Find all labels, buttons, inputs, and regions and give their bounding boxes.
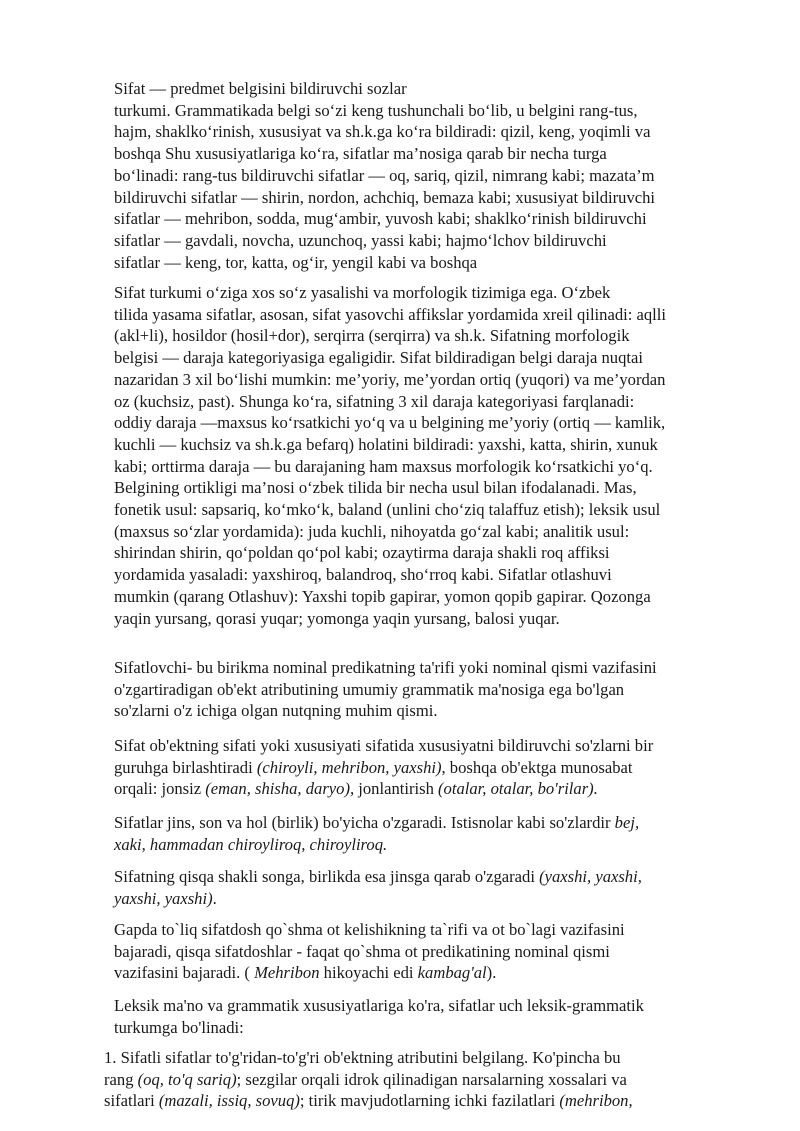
text-line: o'zgartiradigan ob'ekt atributining umumiy grammatik ma'nosiga ega bo'lgan bbox=[114, 679, 625, 699]
text-line: (maxsus so‘zlar yordamida): juda kuchli, nihoyatda go‘zal kabi; analitik usul: bbox=[114, 521, 630, 541]
text-run: orqali: jonsiz bbox=[114, 779, 206, 799]
italic-example: (otalar, otalar, bo'rilar). bbox=[438, 779, 598, 799]
text-line: Sifat ob'ektning sifati yoki xususiyati sifatida xususiyatni bildiruvchi so'zlarni bir bbox=[114, 736, 654, 755]
text-line: sifatlar — mehribon, sodda, mug‘ambir, yuvosh kabi; shaklko‘rinish bildiruvchi bbox=[114, 209, 647, 229]
text-run: ; tirik mavjudotlarning ichki fazilatlari bbox=[299, 1091, 560, 1111]
text-run: . bbox=[212, 888, 217, 908]
text-run: hikoyachi edi bbox=[319, 963, 418, 983]
text-run: guruhga birlashtiradi bbox=[114, 757, 257, 777]
text-line: Leksik ma'no va grammatik xususiyatlariga ko'ra, sifatlar uch leksik-grammatik bbox=[114, 996, 644, 1015]
text-line bbox=[114, 778, 754, 800]
text-line: Sifatlovchi- bu birikma nominal predikatning ta'rifi yoki nominal qismi vazifasini bbox=[114, 658, 657, 677]
text-line: turkumi. Grammatikada belgi so‘zi keng tushunchali bo‘lib, u belgini rang-tus, bbox=[114, 100, 638, 120]
paragraph-sifat-morphology bbox=[114, 282, 754, 629]
text-line: oddiy daraja —maxsus ko‘rsatkichi yo‘q va u belgining me’yoriy (ortiq — kamlik, bbox=[114, 413, 666, 433]
text-line: bo‘linadi: rang-tus bildiruvchi sifatlar — oq, sariq, qizil, nimrang kabi; mazata’m bbox=[114, 165, 655, 185]
text-line: yaqin yursang, qorasi yuqar; yomonga yaqin yursang, balosi yuqar. bbox=[114, 608, 560, 628]
text-line: oz (kuchsiz, past). Shunga ko‘ra, sifatning 3 xil daraja kategoriyasi farqlanadi: bbox=[114, 391, 635, 411]
paragraph-participle bbox=[114, 919, 754, 984]
text-line: fonetik usul: sapsariq, ko‘mko‘k, baland (unlini cho‘ziq talaffuz etish); leksik usul bbox=[114, 500, 661, 520]
italic-example: xaki, hammadan chiroyliroq, chiroyliroq. bbox=[114, 834, 388, 854]
italic-example: (mazali, issiq, sovuq) bbox=[158, 1091, 300, 1111]
text-line bbox=[114, 757, 754, 779]
paragraph-sifat-definition bbox=[114, 78, 754, 273]
text-line: Sifat turkumi o‘ziga xos so‘z yasalishi va morfologik tizimiga ega. O‘zbek bbox=[114, 283, 611, 302]
text-line bbox=[114, 866, 754, 888]
text-run: Sifatlar jins, son va hol (birlik) bo'yicha o'zgaradi. Istisnolar kabi so'zlardir bbox=[114, 813, 615, 832]
list-item-line: 1. Sifatli sifatlar to'g'ridan-to'g'ri ob'ektning atributini belgilang. Ko'pincha bu bbox=[104, 1048, 621, 1067]
text-line: nazaridan 3 xil bo‘lishi mumkin: me’yoriy, me’yordan ortiq (yuqori) va me’yordan bbox=[114, 369, 666, 389]
paragraph-short-form bbox=[114, 866, 754, 909]
text-line: yordamida yasaladi: yaxshiroq, balandroq, sho‘rroq kabi. Sifatlar otlashuvi bbox=[114, 565, 612, 585]
text-run: sifatlari bbox=[104, 1091, 159, 1111]
text-line bbox=[114, 962, 754, 984]
text-run: Sifatning qisqa shakli songa, birlikda esa jinsga qarab o'zgaradi bbox=[114, 867, 540, 886]
text-line: belgisi — daraja kategoriyasiga egaligidir. Sifat bildiradigan belgi daraja nuqtai bbox=[114, 348, 643, 368]
text-run: ; sezgilar orqali idrok qilinadigan narsalarning xossalari va bbox=[236, 1069, 627, 1089]
list-item-line bbox=[104, 1090, 764, 1112]
text-line bbox=[114, 888, 754, 910]
text-line bbox=[114, 834, 754, 856]
text-line: kuchli — kuchsiz va sh.k.ga befarq) holatini bildiradi: yaxshi, katta, shirin, xunuk bbox=[114, 434, 658, 454]
text-run: vazifasini bajaradi. ( bbox=[114, 963, 255, 983]
text-run: jonlantirish bbox=[354, 779, 439, 799]
text-line: kabi; orttirma daraja — bu darajaning ham maxsus morfologik ko‘rsatkichi yo‘q. bbox=[114, 456, 653, 476]
italic-example: kambag'al bbox=[417, 963, 487, 983]
paragraph-lexical-groups bbox=[114, 995, 754, 1038]
text-line: bajaradi, qisqa sifatdoshlar - faqat qo`shma ot predikatining nominal qismi bbox=[114, 941, 610, 961]
paragraph-object-quality bbox=[114, 735, 754, 800]
list-item-line bbox=[104, 1069, 764, 1091]
text-line: boshqa Shu xususiyatlariga ko‘ra, sifatlar ma’nosiga qarab bir necha turga bbox=[114, 144, 607, 164]
text-run: , boshqa ob'ektga munosabat bbox=[441, 757, 633, 777]
italic-example: (eman, shisha, daryo), bbox=[205, 779, 355, 799]
text-line bbox=[114, 812, 754, 834]
italic-example: Mehribon bbox=[254, 963, 320, 983]
italic-example: (mehribon, bbox=[559, 1091, 633, 1111]
text-line: sifatlar — keng, tor, katta, og‘ir, yengil kabi va boshqa bbox=[114, 252, 478, 272]
text-line: hajm, shaklko‘rinish, xususiyat va sh.k.ga ko‘ra bildiradi: qizil, keng, yoqimli va bbox=[114, 122, 651, 142]
italic-example: yaxshi, yaxshi) bbox=[114, 888, 213, 908]
text-line: mumkin (qarang Otlashuv): Yaxshi topib gapirar, yomon qopib gapirar. Qozonga bbox=[114, 586, 651, 606]
text-line: shirindan shirin, qo‘poldan qo‘pol kabi; ozaytirma daraja shakli roq affiksi bbox=[114, 543, 610, 563]
text-line: Sifat — predmet belgisini bildiruvchi sozlar bbox=[114, 79, 407, 98]
numbered-list bbox=[104, 1047, 764, 1112]
text-line: (akl+li), hosildor (hosil+dor), serqirra (serqirra) va sh.k. Sifatning morfologik bbox=[114, 326, 630, 346]
italic-example: (oq, to'q sariq) bbox=[137, 1069, 237, 1089]
text-line: so'zlarni o'z ichiga olgan nutqning muhim qismi. bbox=[114, 701, 438, 721]
text-line: sifatlar — gavdali, novcha, uzunchoq, yassi kabi; hajmo‘lchov bildiruvchi bbox=[114, 230, 607, 250]
text-run: rang bbox=[104, 1069, 138, 1089]
paragraph-gender-number bbox=[114, 812, 754, 855]
italic-example: (chiroyli, mehribon, yaxshi) bbox=[256, 757, 442, 777]
paragraph-sifatlovchi-definition bbox=[114, 657, 754, 722]
text-line: turkumga bo'linadi: bbox=[114, 1017, 244, 1037]
text-run: ). bbox=[486, 963, 497, 983]
text-line: tilida yasama sifatlar, asosan, sifat yasovchi affikslar yordamida xreil qilinadi: aqlli bbox=[114, 304, 666, 324]
text-line: bildiruvchi sifatlar — shirin, nordon, achchiq, bemaza kabi; xususiyat bildiruvchi bbox=[114, 187, 656, 207]
text-line: Belgining ortikligi ma’nosi o‘zbek tilida bir necha usul bilan ifodalanadi. Mas, bbox=[114, 478, 637, 498]
text-line: Gapda to`liq sifatdosh qo`shma ot kelishikning ta`rifi va ot bo`lagi vazifasini bbox=[114, 920, 625, 939]
italic-example: bej, bbox=[614, 813, 640, 832]
italic-example: (yaxshi, yaxshi, bbox=[539, 867, 642, 886]
